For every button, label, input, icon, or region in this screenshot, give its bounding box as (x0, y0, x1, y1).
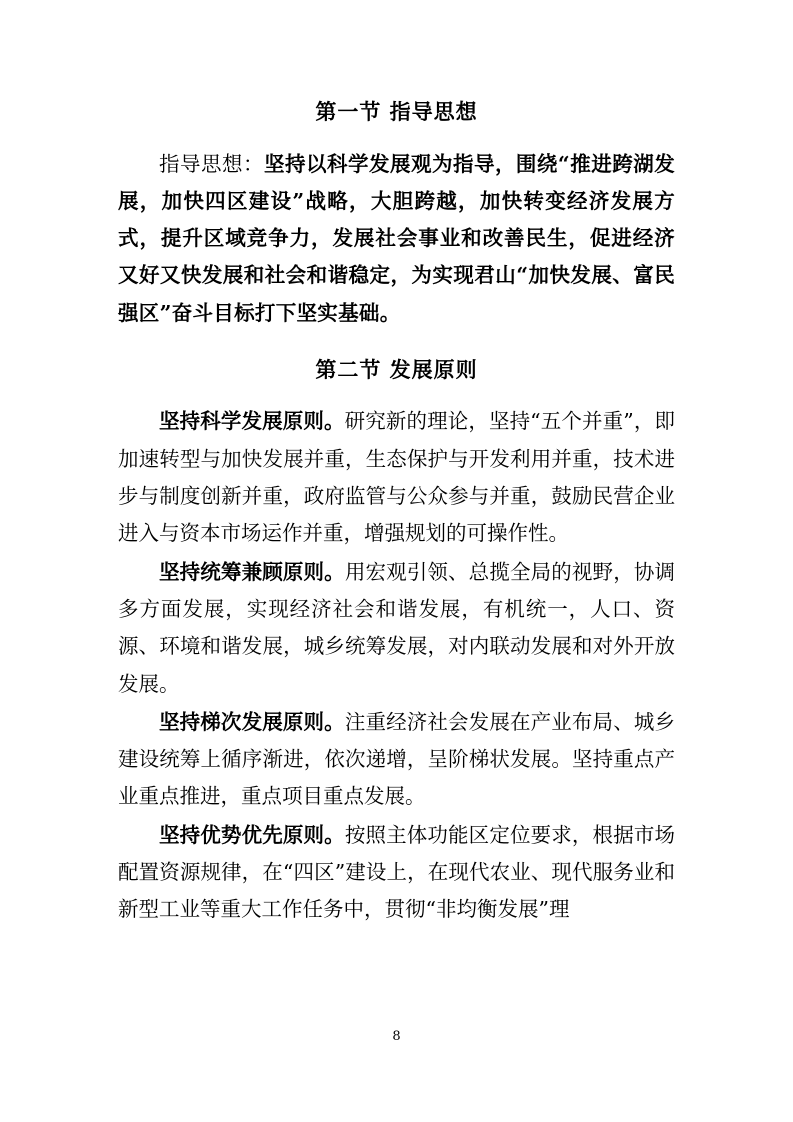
paragraph-principle-tiered (118, 704, 675, 816)
paragraph-text-3: 用宏观引领、总揽全局的视野，协调多方面发展，实现经济社会和谐发展，有机统一，人口、资源、环境和谐发展，城乡统筹发展，对内联动发展和对外开放发展。 (118, 559, 675, 696)
section-heading-1: 第一节 指导思想 (315, 99, 478, 124)
paragraph-principle-scientific (118, 403, 675, 552)
paragraph-lead-1: 指导思想： (159, 151, 264, 176)
paragraph-lead-4: 坚持梯次发展原则。 (159, 709, 345, 734)
paragraph-text-1: 坚持以科学发展观为指导，围绕“推进跨湖发展，加快四区建设”战略，大胆跨越，加快转变经济发展方式，提升区域竞争力，发展社会事业和改善民生，促进经济又好又快发展和社会和谐稳定，为实现君山“加快发展、富民强区”奋斗目标打下坚实基础。 (118, 151, 675, 325)
paragraph-principle-coordination (118, 554, 675, 703)
page-number: 8 (392, 1029, 401, 1044)
paragraph-text-4: 注重经济社会发展在产业布局、城乡建设统筹上循序渐进，依次递增，呈阶梯状发展。坚持重点产业重点推进，重点项目重点发展。 (118, 709, 675, 809)
document-body (118, 96, 675, 929)
section-heading-2: 第二节 发展原则 (315, 356, 478, 382)
paragraph-lead-3: 坚持统筹兼顾原则。 (159, 559, 345, 584)
paragraph-text-2: 研究新的理论，坚持“五个并重”，即加速转型与加快发展并重，生态保护与开发利用并重，技术进步与制度创新并重，政府监管与公众参与并重，鼓励民营企业进入与资本市场运作并重，增强规划的可操作性。 (118, 409, 675, 546)
paragraph-guiding-thought (118, 146, 675, 332)
paragraph-text-5: 按照主体功能区定位要求，根据市场配置资源规律，在“四区”建设上，在现代农业、现代服务业和新型工业等重大工作任务中，贯彻“非均衡发展”理 (118, 822, 675, 922)
paragraph-lead-5: 坚持优势优先原则。 (159, 822, 345, 847)
paragraph-principle-advantage (118, 817, 675, 929)
paragraph-lead-2: 坚持科学发展原则。 (159, 409, 345, 434)
